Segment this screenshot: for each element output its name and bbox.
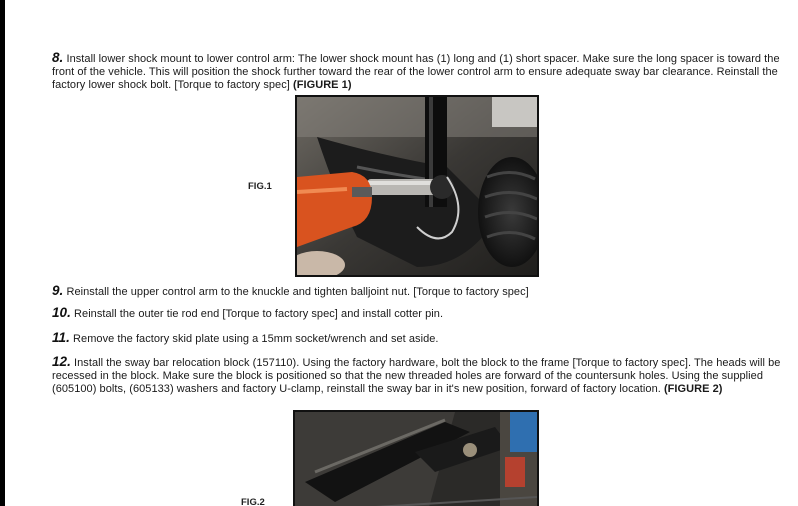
figure-1-label: FIG.1 <box>248 181 272 192</box>
step-8 <box>52 51 792 92</box>
figure-1-photo <box>295 95 539 277</box>
sway-bar-block-photo-icon <box>295 412 537 506</box>
step-10 <box>52 306 792 321</box>
figure-reference: (FIGURE 2) <box>663 383 723 395</box>
step-number: 12. <box>52 354 71 369</box>
step-number: 8. <box>52 50 64 65</box>
suspension-photo-icon <box>297 97 537 275</box>
step-text: Install the sway bar relocation block (157110). Using the factory hardware, bolt the block to the frame [Torque to factory spec]. The heads will be recessed in the block. Make sure the block is positioned so that the new threaded holes are forward of the countersunk holes. Using the supplied (605100) bolts, (605133) washers and factory U-clamp, reinstall the sway bar in it's new position, forward of factory location. <box>52 357 781 395</box>
step-text: Install lower shock mount to lower control arm: The lower shock mount has (1) long and (1) short spacer. Make sure the long spacer is toward the front of the vehicle. This will position the shock further toward the rear of the lower control arm to ensure adequate sway bar clearance. Reinstall the factory lower shock bolt. [Torque to factory spec] <box>52 53 780 91</box>
figure-2-label: FIG.2 <box>241 497 265 506</box>
document-page <box>5 0 798 506</box>
step-12 <box>52 355 792 396</box>
figure-reference: (FIGURE 1) <box>293 79 352 91</box>
step-number: 11. <box>52 330 70 345</box>
step-text: Reinstall the upper control arm to the knuckle and tighten balljoint nut. [Torque to factory spec] <box>63 286 529 298</box>
step-number: 9. <box>52 283 64 298</box>
step-text: Remove the factory skid plate using a 15mm socket/wrench and set aside. <box>69 333 439 345</box>
step-text: Reinstall the outer tie rod end [Torque to factory spec] and install cotter pin. <box>70 308 444 320</box>
figure-2-photo <box>293 410 539 506</box>
step-number: 10. <box>52 305 71 320</box>
step-9 <box>52 284 792 299</box>
step-11 <box>52 331 792 346</box>
